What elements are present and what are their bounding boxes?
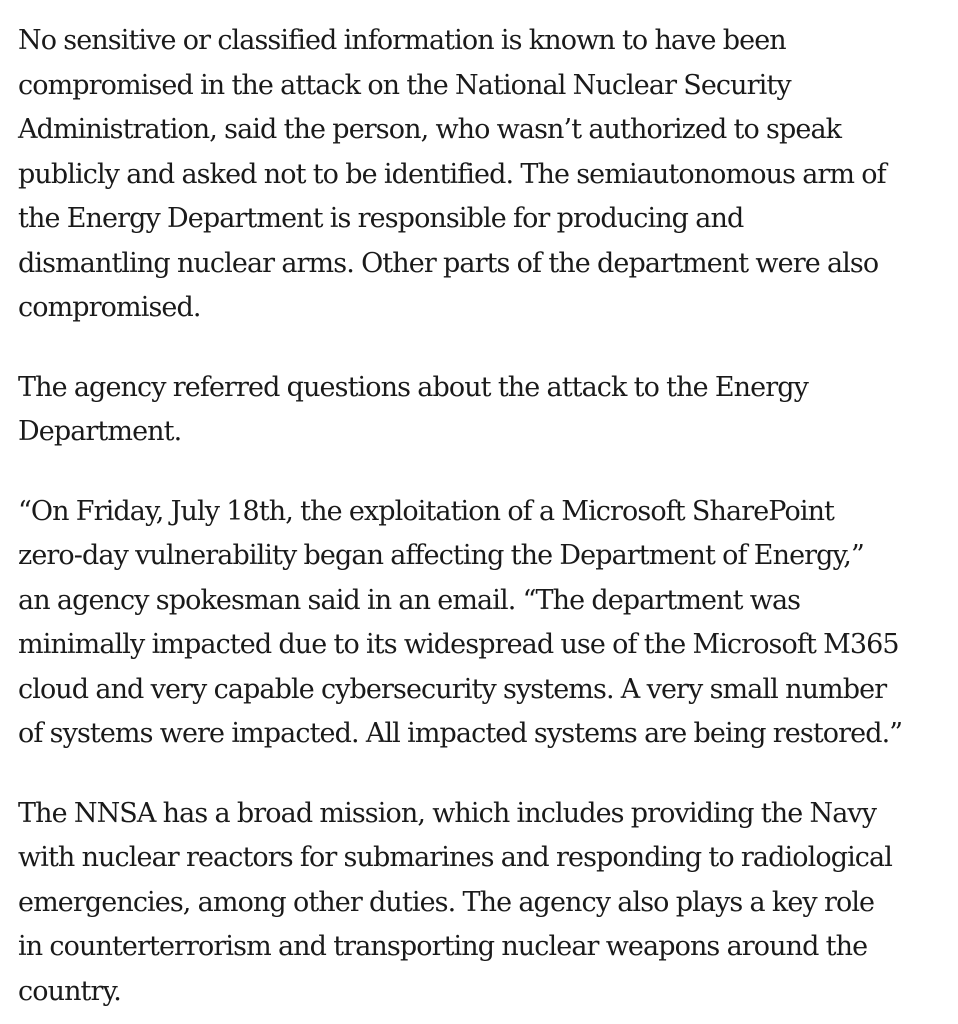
- text-line: The agency referred questions about the attack to the Energy: [18, 371, 808, 403]
- text-line: cloud and very capable cybersecurity systems. A very small number: [18, 673, 887, 705]
- text-line: Department.: [18, 416, 182, 447]
- text-line: an agency spokesman said in an email. “The department was: [18, 584, 801, 616]
- text-line: publicly and asked not to be identified. The semiautonomous arm of: [18, 158, 886, 190]
- paragraph-agency-referral: [18, 366, 948, 455]
- text-line: No sensitive or classified information is known to have been: [18, 25, 786, 56]
- text-line: emergencies, among other duties. The agency also plays a key role: [18, 886, 875, 918]
- paragraph-nnsa-compromise: [18, 19, 948, 331]
- text-line: zero-day vulnerability began affecting the Department of Energy,”: [18, 540, 864, 571]
- text-line: with nuclear reactors for submarines and responding to radiological: [18, 842, 892, 873]
- text-line: compromised.: [18, 292, 201, 323]
- text-line: in counterterrorism and transporting nuclear weapons around the: [18, 931, 868, 962]
- text-line: dismantling nuclear arms. Other parts of the department were also: [18, 247, 879, 279]
- paragraph-spokesman-quote: [18, 490, 948, 757]
- text-line: country.: [18, 975, 121, 1007]
- text-line: of systems were impacted. All impacted systems are being restored.”: [18, 718, 903, 749]
- article-body: [18, 19, 948, 1014]
- text-line: The NNSA has a broad mission, which includes providing the Navy: [18, 797, 877, 829]
- text-line: the Energy Department is responsible for producing and: [18, 203, 744, 234]
- text-line: compromised in the attack on the National Nuclear Security: [18, 69, 791, 101]
- text-line: minimally impacted due to its widespread use of the Microsoft M365: [18, 629, 899, 660]
- text-line: Administration, said the person, who wasn’t authorized to speak: [18, 114, 842, 145]
- text-line: “On Friday, July 18th, the exploitation of a Microsoft SharePoint: [18, 495, 835, 527]
- paragraph-nnsa-mission: [18, 792, 948, 1015]
